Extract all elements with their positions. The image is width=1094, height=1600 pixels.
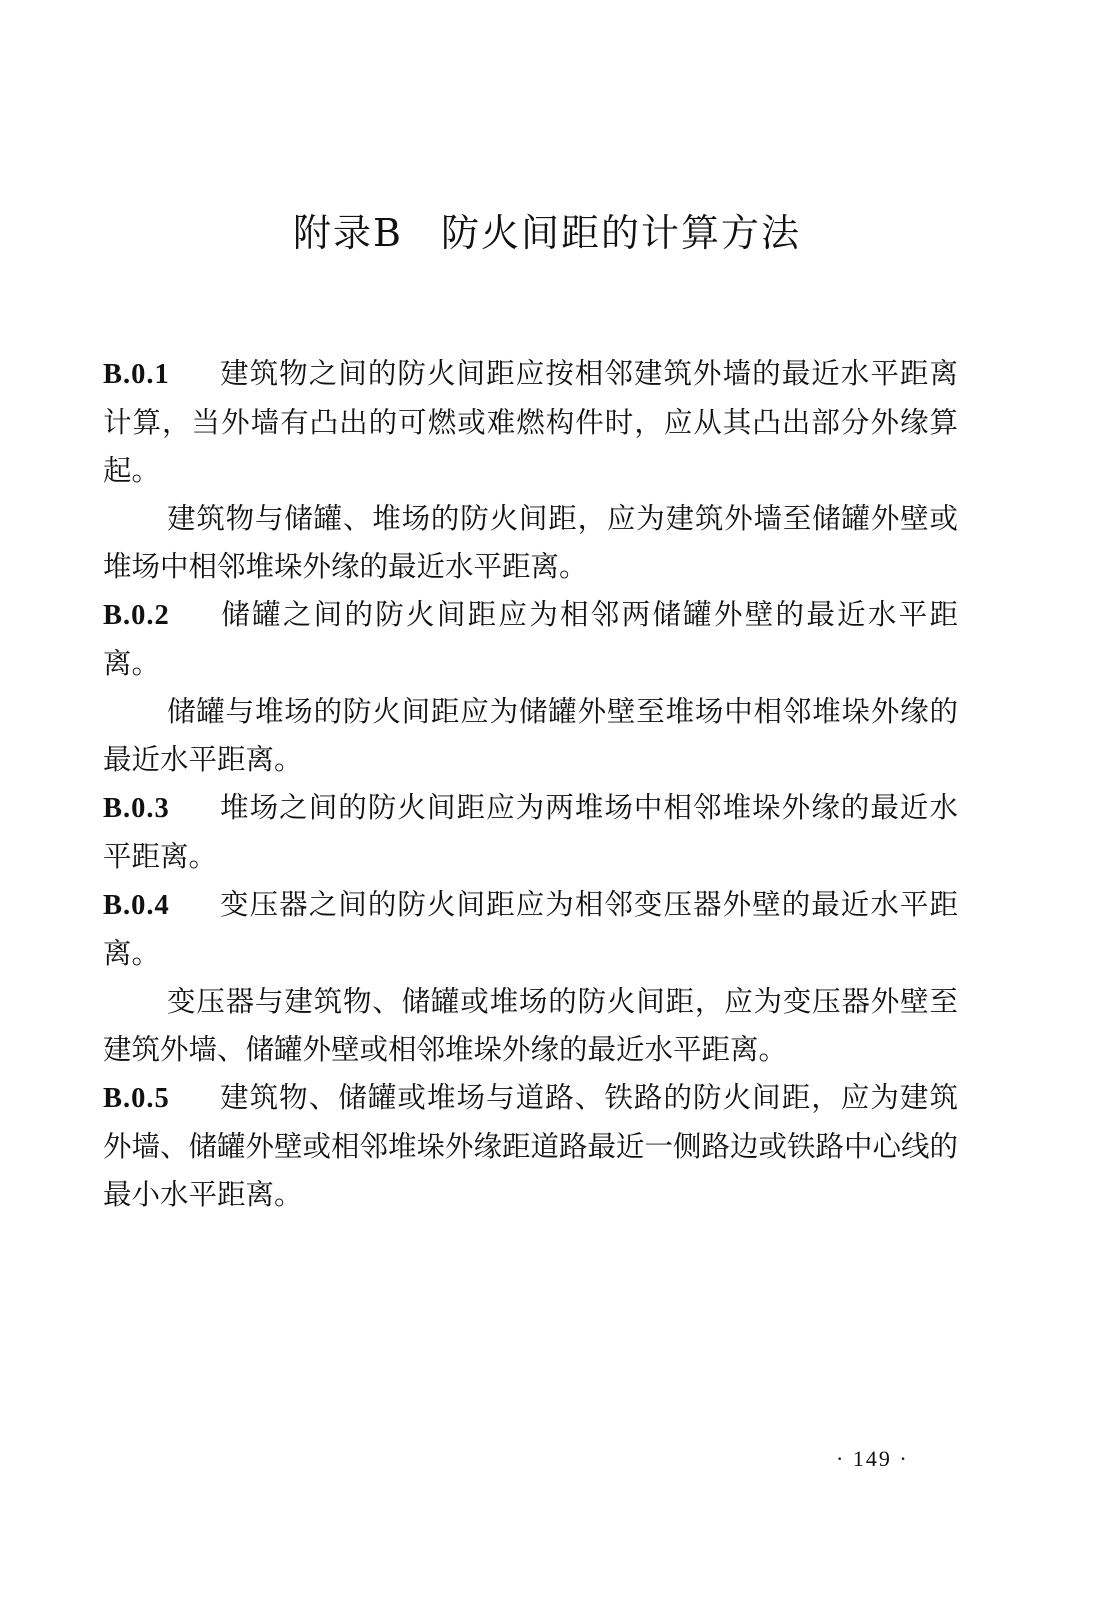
clause-text: 变压器之间的防火间距应为相邻变压器外壁的最近水平距离。 xyxy=(103,888,958,970)
clause-text: 建筑物、储罐或堆场与道路、铁路的防火间距，应为建筑外墙、储罐外壁或相邻堆垛外缘距道路最近一侧路边或铁路中心线的最小水平距离。 xyxy=(103,1081,959,1211)
clause-b-0-3 xyxy=(103,784,958,881)
appendix-label: 附录B xyxy=(293,211,403,255)
clause-b-0-1-paragraph-2 xyxy=(103,495,958,591)
page-number: · 149 · xyxy=(836,1446,909,1471)
clause-number: B.0.2 xyxy=(103,600,170,631)
clause-b-0-4-paragraph-2 xyxy=(103,978,958,1074)
clause-number: B.0.4 xyxy=(103,890,170,921)
clause-b-0-4 xyxy=(103,881,958,978)
clause-number: B.0.5 xyxy=(103,1083,170,1114)
clause-text: 储罐之间的防火间距应为相邻两储罐外壁的最近水平距离。 xyxy=(103,598,958,680)
clause-number: B.0.1 xyxy=(103,359,170,390)
clause-text: 建筑物之间的防火间距应按相邻建筑外墙的最近水平距离计算，当外墙有凸出的可燃或难燃构件时，应从其凸出部分外缘算起。 xyxy=(103,357,958,487)
paragraph-text: 变压器与建筑物、储罐或堆场的防火间距，应为变压器外壁至建筑外墙、储罐外壁或相邻堆垛外缘的最近水平距离。 xyxy=(103,985,958,1066)
clause-b-0-5 xyxy=(103,1074,958,1219)
clause-b-0-1 xyxy=(103,350,958,495)
paragraph-text: 建筑物与储罐、堆场的防火间距，应为建筑外墙至储罐外壁或堆场中相邻堆垛外缘的最近水平距离。 xyxy=(103,502,958,583)
page-title xyxy=(0,205,1094,261)
clause-b-0-2 xyxy=(103,591,958,688)
clause-number: B.0.3 xyxy=(103,793,170,824)
clause-b-0-2-paragraph-2 xyxy=(103,688,958,784)
document-body xyxy=(103,350,958,1219)
paragraph-text: 储罐与堆场的防火间距应为储罐外壁至堆场中相邻堆垛外缘的最近水平距离。 xyxy=(103,695,958,776)
appendix-title-text: 防火间距的计算方法 xyxy=(440,211,801,255)
clause-text: 堆场之间的防火间距应为两堆场中相邻堆垛外缘的最近水平距离。 xyxy=(103,791,958,873)
